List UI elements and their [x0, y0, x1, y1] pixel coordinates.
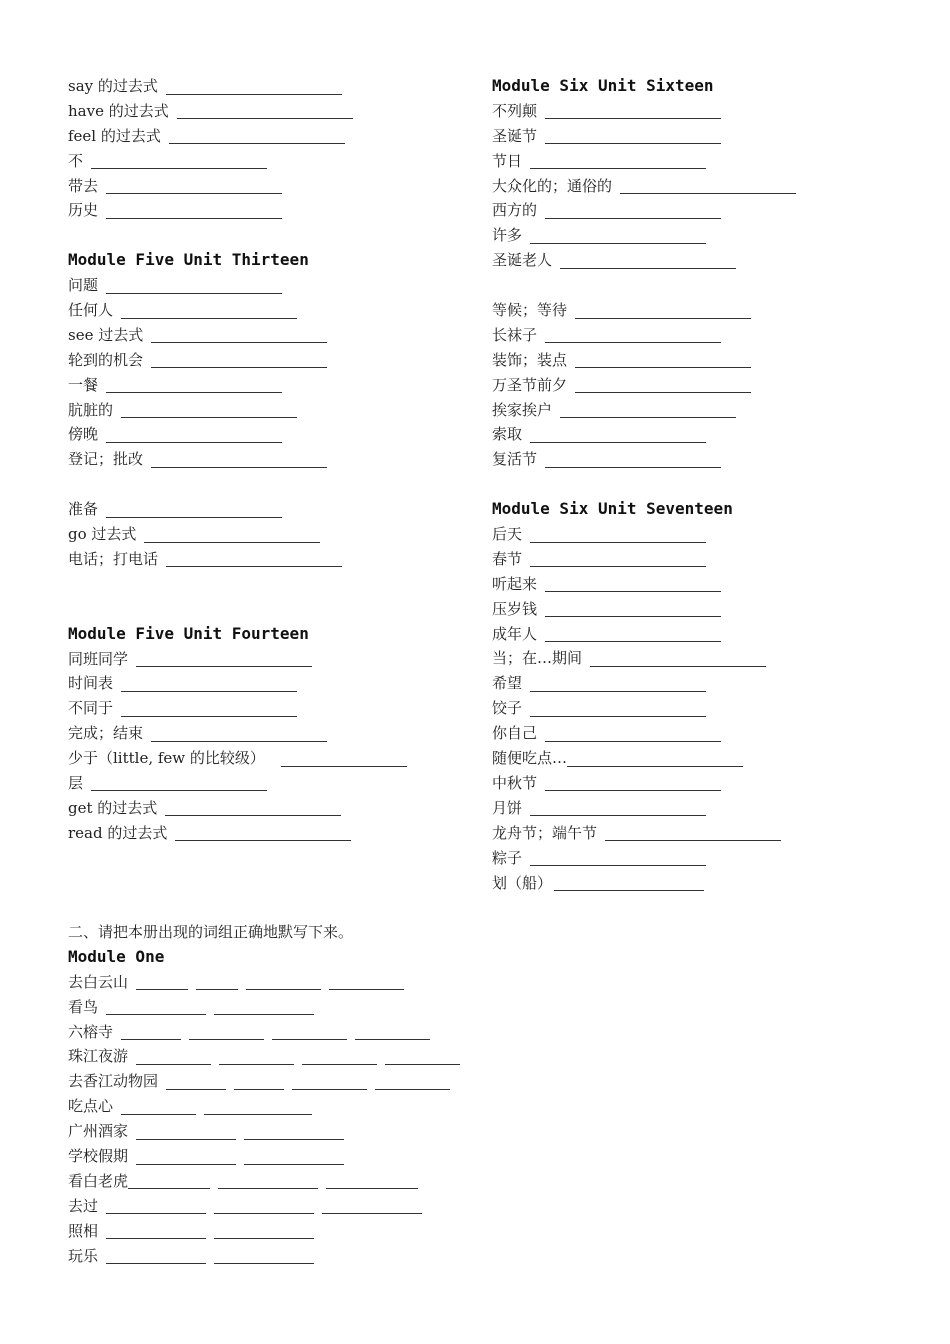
answer-blank[interactable]	[106, 1249, 206, 1264]
vocab-prompt: 随便吃点…	[492, 749, 568, 768]
vocab-item	[68, 522, 468, 547]
phrase-prompt: 玩乐	[68, 1246, 99, 1265]
answer-blank[interactable]	[218, 1174, 318, 1189]
answer-blank[interactable]	[214, 1249, 314, 1264]
answer-blank[interactable]	[106, 503, 282, 518]
phrase-prompt: 看白老虎	[68, 1171, 129, 1190]
section-instruction: 二、请把本册出现的词组正确地默写下来。	[68, 923, 354, 941]
answer-blank[interactable]	[166, 552, 342, 567]
answer-blank[interactable]	[530, 428, 706, 443]
answer-blank[interactable]	[545, 776, 721, 791]
vocab-item	[68, 373, 468, 398]
phrase-prompt: 去白云山	[68, 972, 129, 991]
answer-blank[interactable]	[166, 80, 342, 95]
answer-blank[interactable]	[545, 627, 721, 642]
answer-blank[interactable]	[545, 602, 721, 617]
answer-blank[interactable]	[530, 154, 706, 169]
phrase-item	[68, 1020, 508, 1045]
answer-blank[interactable]	[151, 353, 327, 368]
phrase-item	[68, 1219, 508, 1244]
answer-blank[interactable]	[151, 328, 327, 343]
phrase-item	[68, 1044, 508, 1069]
phrase-item	[68, 970, 508, 995]
vocab-prompt: 压岁钱	[492, 599, 538, 618]
vocab-item	[68, 298, 468, 323]
vocab-item	[492, 198, 912, 223]
answer-blank[interactable]	[530, 677, 706, 692]
answer-blank[interactable]	[530, 552, 706, 567]
vocab-item	[68, 447, 468, 472]
vocab-item	[68, 771, 468, 796]
vocab-prompt: 电话；打电话	[68, 549, 159, 568]
vocab-prompt: 等候；等待	[492, 301, 568, 320]
vocab-item	[492, 796, 912, 821]
vocab-prompt: 划（船）	[492, 873, 553, 892]
answer-blank[interactable]	[189, 1025, 264, 1040]
answer-blank[interactable]	[121, 403, 297, 418]
vocab-item	[492, 223, 912, 248]
vocab-item	[68, 821, 468, 846]
answer-blank[interactable]	[329, 975, 404, 990]
vocab-prompt: 长袜子	[492, 325, 538, 344]
vocab-item	[68, 497, 468, 522]
vocab-prompt: say 的过去式	[68, 77, 158, 95]
vocab-prompt: 装饰；装点	[492, 350, 568, 369]
vocab-item	[492, 298, 912, 323]
phrase-prompt: 广州酒家	[68, 1122, 129, 1141]
vocab-item	[492, 871, 912, 896]
vocab-prompt: 饺子	[492, 699, 523, 718]
vocab-item	[68, 74, 468, 99]
vocab-prompt: feel 的过去式	[68, 126, 161, 145]
vocab-prompt: 完成；结束	[68, 724, 144, 743]
answer-blank[interactable]	[121, 702, 297, 717]
vocab-prompt: read 的过去式	[68, 823, 168, 842]
answer-blank[interactable]	[326, 1174, 418, 1189]
answer-blank[interactable]	[560, 254, 736, 269]
vocab-prompt: 月饼	[492, 798, 523, 817]
vocab-item	[68, 323, 468, 348]
answer-blank[interactable]	[136, 652, 312, 667]
answer-blank[interactable]	[234, 1075, 284, 1090]
answer-blank[interactable]	[244, 1150, 344, 1165]
right-column	[492, 74, 912, 895]
answer-blank[interactable]	[620, 179, 796, 194]
vocab-item	[68, 671, 468, 696]
vocab-prompt: 成年人	[492, 624, 538, 643]
answer-blank[interactable]	[214, 1199, 314, 1214]
phrase-item	[68, 1194, 508, 1219]
vocab-prompt: 历史	[68, 201, 99, 220]
answer-blank[interactable]	[575, 304, 751, 319]
answer-blank[interactable]	[136, 975, 188, 990]
answer-blank[interactable]	[246, 975, 321, 990]
answer-blank[interactable]	[605, 826, 781, 841]
vocab-prompt: 春节	[492, 549, 523, 568]
vocab-prompt: 万圣节前夕	[492, 375, 568, 394]
answer-blank[interactable]	[545, 328, 721, 343]
vocab-prompt: see 过去式	[68, 325, 144, 344]
phrase-prompt: 去过	[68, 1196, 99, 1215]
answer-blank[interactable]	[530, 702, 706, 717]
answer-blank[interactable]	[204, 1100, 312, 1115]
vocab-prompt: 同班同学	[68, 649, 129, 668]
vocab-prompt: have 的过去式	[68, 101, 169, 120]
answer-blank[interactable]	[106, 1199, 206, 1214]
section-heading: Module Five Unit Fourteen	[68, 623, 309, 643]
phrase-item	[68, 1244, 508, 1269]
vocab-prompt: 圣诞节	[492, 126, 538, 145]
answer-blank[interactable]	[106, 204, 282, 219]
answer-blank[interactable]	[166, 1075, 226, 1090]
answer-blank[interactable]	[530, 801, 706, 816]
vocab-item	[492, 696, 912, 721]
section-heading: Module One	[68, 946, 165, 966]
answer-blank[interactable]	[545, 129, 721, 144]
answer-blank[interactable]	[575, 378, 751, 393]
vocab-prompt: 不同于	[68, 699, 114, 718]
phrase-prompt: 照相	[68, 1221, 99, 1240]
answer-blank[interactable]	[214, 1224, 314, 1239]
vocab-item	[68, 746, 468, 771]
vocab-item	[68, 348, 468, 373]
vocab-item	[492, 373, 912, 398]
answer-blank[interactable]	[106, 179, 282, 194]
phrase-prompt: 吃点心	[68, 1097, 114, 1116]
vocab-item	[68, 721, 468, 746]
vocab-prompt: 中秋节	[492, 773, 538, 792]
answer-blank[interactable]	[106, 428, 282, 443]
vocab-item	[68, 99, 468, 124]
section-heading: Module Six Unit Sixteen	[492, 76, 714, 95]
vocab-item	[68, 174, 468, 199]
vocab-item	[68, 547, 468, 572]
answer-blank[interactable]	[106, 279, 282, 294]
answer-blank[interactable]	[121, 1025, 181, 1040]
answer-blank[interactable]	[560, 403, 736, 418]
phrases-section	[68, 920, 508, 1268]
answer-blank[interactable]	[177, 104, 353, 119]
answer-blank[interactable]	[91, 776, 267, 791]
phrase-prompt: 去香江动物园	[68, 1072, 159, 1091]
answer-blank[interactable]	[121, 1100, 196, 1115]
phrase-prompt: 六榕寺	[68, 1022, 114, 1041]
phrase-item	[68, 1169, 508, 1194]
answer-blank[interactable]	[136, 1150, 236, 1165]
answer-blank[interactable]	[121, 677, 297, 692]
vocab-prompt: 你自己	[492, 724, 538, 743]
answer-blank[interactable]	[530, 229, 706, 244]
vocab-item	[68, 149, 468, 174]
vocab-item	[492, 174, 912, 199]
vocab-item	[68, 273, 468, 298]
vocab-item	[68, 647, 468, 672]
phrase-prompt: 看鸟	[68, 997, 99, 1016]
vocab-item	[492, 323, 912, 348]
vocab-prompt: 不列颠	[492, 101, 538, 120]
phrase-item	[68, 1119, 508, 1144]
vocab-item	[492, 771, 912, 796]
vocab-item	[492, 622, 912, 647]
vocab-prompt: 轮到的机会	[68, 350, 144, 369]
vocab-prompt: 准备	[68, 500, 99, 519]
answer-blank[interactable]	[554, 876, 704, 891]
answer-blank[interactable]	[375, 1075, 450, 1090]
vocab-prompt: 粽子	[492, 848, 523, 867]
vocab-item	[492, 248, 912, 273]
vocab-prompt: 任何人	[68, 301, 114, 320]
vocab-prompt: 挨家挨户	[492, 400, 553, 419]
answer-blank[interactable]	[165, 801, 341, 816]
vocab-prompt: 登记；批改	[68, 450, 144, 469]
answer-blank[interactable]	[545, 727, 721, 742]
vocab-prompt: get 的过去式	[68, 798, 158, 817]
vocab-prompt: 不	[68, 151, 84, 170]
vocab-prompt: go 过去式	[68, 525, 137, 544]
vocab-item	[492, 721, 912, 746]
answer-blank[interactable]	[385, 1050, 460, 1065]
vocab-item	[492, 348, 912, 373]
vocab-prompt: 西方的	[492, 201, 538, 220]
vocab-prompt: 索取	[492, 425, 523, 444]
answer-blank[interactable]	[292, 1075, 367, 1090]
answer-blank[interactable]	[151, 727, 327, 742]
section-heading: Module Five Unit Thirteen	[68, 250, 309, 270]
left-column	[68, 74, 468, 846]
vocab-item	[68, 422, 468, 447]
vocab-prompt: 复活节	[492, 450, 538, 469]
answer-blank[interactable]	[196, 975, 238, 990]
answer-blank[interactable]	[575, 353, 751, 368]
vocab-prompt: 少于（little, few 的比较级）	[68, 749, 265, 768]
vocab-prompt: 龙舟节；端午节	[492, 823, 598, 842]
vocab-prompt: 许多	[492, 226, 523, 245]
vocab-item	[492, 646, 912, 671]
vocab-prompt: 后天	[492, 525, 523, 544]
phrase-item	[68, 1069, 508, 1094]
answer-blank[interactable]	[545, 453, 721, 468]
answer-blank[interactable]	[322, 1199, 422, 1214]
answer-blank[interactable]	[281, 752, 407, 767]
vocab-item	[492, 149, 912, 174]
vocab-prompt: 肮脏的	[68, 400, 114, 419]
vocab-prompt: 问题	[68, 276, 99, 295]
vocab-item	[492, 821, 912, 846]
phrase-item	[68, 995, 508, 1020]
answer-blank[interactable]	[545, 204, 721, 219]
vocab-item	[68, 696, 468, 721]
phrase-prompt: 珠江夜游	[68, 1047, 129, 1066]
vocab-item	[492, 547, 912, 572]
vocab-prompt: 当；在…期间	[492, 649, 583, 668]
vocab-prompt: 层	[68, 773, 84, 792]
phrase-prompt: 学校假期	[68, 1147, 129, 1166]
vocab-prompt: 一餐	[68, 375, 99, 394]
vocab-item	[68, 198, 468, 223]
vocab-item	[492, 447, 912, 472]
vocab-prompt: 时间表	[68, 674, 114, 693]
answer-blank[interactable]	[136, 1050, 211, 1065]
vocab-item	[492, 398, 912, 423]
answer-blank[interactable]	[567, 752, 743, 767]
section-heading: Module Six Unit Seventeen	[492, 499, 733, 519]
answer-blank[interactable]	[106, 1000, 206, 1015]
phrase-item	[68, 1144, 508, 1169]
answer-blank[interactable]	[106, 1224, 206, 1239]
vocab-item	[492, 124, 912, 149]
vocab-item	[492, 846, 912, 871]
answer-blank[interactable]	[302, 1050, 377, 1065]
answer-blank[interactable]	[106, 378, 282, 393]
answer-blank[interactable]	[169, 129, 345, 144]
answer-blank[interactable]	[151, 453, 327, 468]
vocab-item	[68, 398, 468, 423]
vocab-prompt: 大众化的；通俗的	[492, 176, 613, 195]
answer-blank[interactable]	[545, 577, 721, 592]
vocab-prompt: 希望	[492, 674, 523, 693]
vocab-item	[68, 124, 468, 149]
answer-blank[interactable]	[175, 826, 351, 841]
phrase-item	[68, 1094, 508, 1119]
answer-blank[interactable]	[128, 1174, 210, 1189]
vocab-item	[492, 572, 912, 597]
vocab-item	[492, 671, 912, 696]
answer-blank[interactable]	[545, 104, 721, 119]
vocab-item	[492, 99, 912, 124]
vocab-prompt: 圣诞老人	[492, 251, 553, 270]
vocab-prompt: 节日	[492, 151, 523, 170]
answer-blank[interactable]	[530, 528, 706, 543]
answer-blank[interactable]	[590, 652, 766, 667]
answer-blank[interactable]	[272, 1025, 347, 1040]
answer-blank[interactable]	[214, 1000, 314, 1015]
vocab-item	[492, 597, 912, 622]
answer-blank[interactable]	[144, 528, 320, 543]
vocab-item	[492, 422, 912, 447]
answer-blank[interactable]	[136, 1125, 236, 1140]
vocab-item	[492, 746, 912, 771]
answer-blank[interactable]	[355, 1025, 430, 1040]
vocab-item	[68, 796, 468, 821]
answer-blank[interactable]	[219, 1050, 294, 1065]
vocab-prompt: 傍晚	[68, 425, 99, 444]
vocab-prompt: 带去	[68, 176, 99, 195]
answer-blank[interactable]	[91, 154, 267, 169]
answer-blank[interactable]	[244, 1125, 344, 1140]
answer-blank[interactable]	[121, 304, 297, 319]
vocab-item	[492, 522, 912, 547]
vocab-prompt: 听起来	[492, 574, 538, 593]
answer-blank[interactable]	[530, 851, 706, 866]
